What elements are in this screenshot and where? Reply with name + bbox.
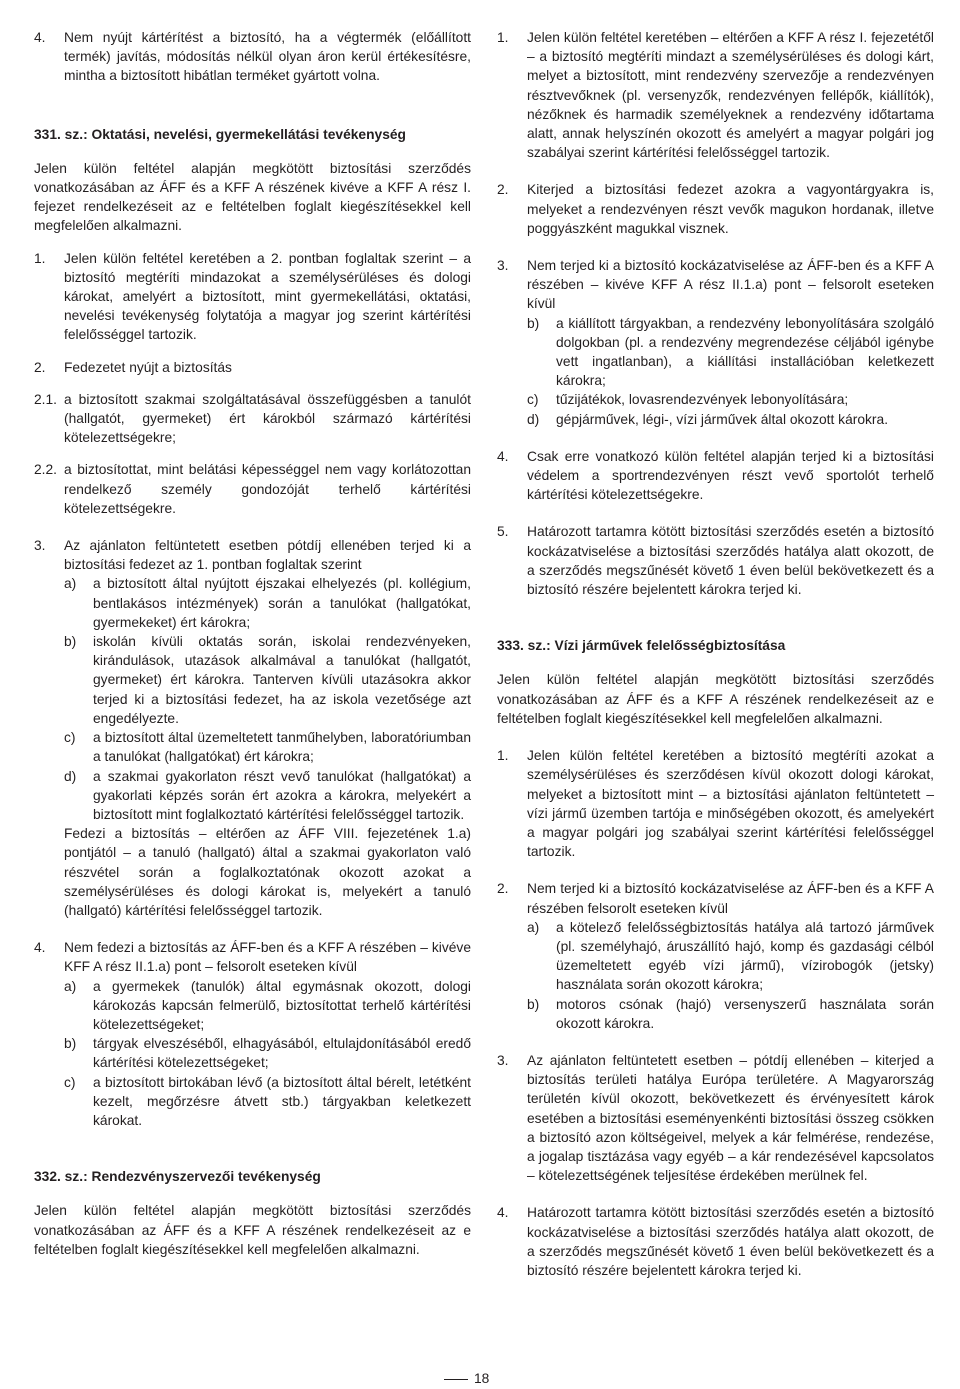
- item-text: Az ajánlaton feltüntetett esetben pótdíj ellenében terjed ki a biztosítási fedezet az 1. pontban foglaltak szerint: [64, 538, 471, 573]
- item-text: Nem nyújt kártérítést a biztosító, ha a végtermék (előállított termék) javítás, módosítás nélkül olyan áron kerül értékesítésre, mintha a biztosított hibátlan terméket gyártott volna.: [64, 30, 471, 84]
- footer-rule: [444, 1379, 468, 1380]
- sub-item: [64, 728, 471, 766]
- item-text: Nem terjed ki a biztosító kockázatviselése az ÁFF-ben és a KFF A részében felsorolt eseteken kívül: [527, 881, 934, 916]
- item-text: Fedezetet nyújt a biztosítás: [64, 359, 232, 375]
- item-number: 4.: [497, 448, 509, 464]
- sub-item-label: d): [527, 411, 540, 427]
- item-number: 3.: [497, 258, 509, 274]
- sub-item-label: c): [527, 392, 539, 408]
- sub-item-label: b): [527, 315, 540, 331]
- list-item: [497, 447, 934, 505]
- sub-item: [64, 632, 471, 728]
- sub-item-text: a kötelező felelősségbiztosítás hatálya alá tartozó járművek (pl. személyhajó, áruszállító hajó, komp és gazdasági célból üzemeltetett egyéb vízi jármű), vízirobogók (jetsky) használata során okozott károkra;: [556, 919, 934, 993]
- list-item: [497, 879, 934, 1033]
- item-text: a biztosított szakmai szolgáltatásával összefüggésben a tanulót (hallgatót, gyermeket) ért károkból származó kártérítési kötelezettségekre;: [64, 391, 471, 446]
- left-column: [34, 28, 471, 1259]
- section-heading: 332. sz.: Rendezvényszervezői tevékenység: [34, 1169, 321, 1185]
- list-item: [497, 1051, 934, 1185]
- sub-item: [527, 995, 934, 1033]
- item-number: 2.: [497, 881, 509, 897]
- sub-item-label: b): [64, 634, 77, 650]
- list-item: [497, 522, 934, 599]
- item-number: 3.: [497, 1052, 509, 1068]
- list-item: [34, 249, 471, 345]
- sub-item-text: tűzijátékok, lovasrendezvények lebonyolítására;: [556, 392, 849, 408]
- sub-item: [64, 767, 471, 825]
- item-number: 2.1.: [34, 391, 58, 407]
- sub-item-text: gépjárművek, légi-, vízi járművek által okozott károkra.: [556, 411, 889, 427]
- list-item: [34, 390, 471, 448]
- sub-item-label: c): [64, 1074, 76, 1090]
- sub-item: [527, 390, 934, 409]
- sub-item-text: a biztosított által nyújtott éjszakai elhelyezés (pl. kollégium, bentlakásos intézmények) során a tanulókat (hallgatókat, gyermekeket) ért károkra;: [93, 576, 471, 630]
- item-number: 2.: [34, 359, 46, 375]
- list-item: [497, 180, 934, 238]
- sub-item: [64, 1034, 471, 1072]
- sub-item: [527, 314, 934, 391]
- sub-item-text: a biztosított birtokában lévő (a biztosított által bérelt, letétként kezelt, megőrzésre átvett stb.) tárgyakban keletkezett károkat.: [93, 1074, 471, 1128]
- sub-item-text: a szakmai gyakorlaton részt vevő tanulókat (hallgatókat) a gyakorlati képzés során ért azokra a károkra, melyekért a biztosított mint foglalkoztató kártérítési felelősséggel tartozik.: [93, 768, 471, 822]
- sub-item: [64, 574, 471, 632]
- list-item: [497, 256, 934, 429]
- item-note: Fedezi a biztosítás – eltérően az ÁFF VIII. fejezetének 1.a) pontjától – a tanuló (hallgató) által a szakmai gyakorlaton való részvétel során a foglalkoztatónak okozott azokat a személysérüléses és dologi károkat is, melyekért a tanuló (hallgató) kártérítési felelősséggel tartozik.: [64, 826, 471, 918]
- list-item: [34, 536, 471, 920]
- sub-item-text: motoros csónak (hajó) versenyszerű használata során okozott károkra.: [556, 996, 934, 1031]
- item-text: Határozott tartamra kötött biztosítási szerződés esetén a biztosító kockázatviselése a biztosítási szerződés hatálya alatt okozott, de a szerződés megszűnését követő 1 éven belül bekövetkezett és a biztosító részére bejelentett károkra terjed ki.: [527, 524, 934, 598]
- item-text: a biztosítottat, mint belátási képességgel nem vagy korlátozottan rendelkező személy gondozóját terhelő kártérítési kötelezettségekre.: [64, 462, 471, 516]
- section-intro: Jelen külön feltétel alapján megkötött biztosítási szerződés vonatkozásában az ÁFF és a KFF A részének rendelkezéseit az e feltételben foglalt kiegészítésekkel kell megfelelően alkalmazni.: [497, 672, 934, 726]
- sub-item-text: tárgyak elveszéséből, elhagyásából, eltulajdonításából eredő kártérítési kötelezettségeket;: [93, 1036, 471, 1071]
- sub-item-label: c): [64, 730, 76, 746]
- item-text: Csak erre vonatkozó külön feltétel alapján terjed ki a biztosítási védelem a sportrendezvényen részt vevő sportolót terhelő kártérítési kötelezettségekre.: [527, 448, 934, 503]
- list-item: [497, 746, 934, 861]
- sub-item-label: b): [527, 996, 540, 1012]
- sub-item: [527, 410, 934, 429]
- item-text: Határozott tartamra kötött biztosítási szerződés esetén a biztosító kockázatviselése a biztosítási szerződés hatálya alatt okozott, de a szerződés megszűnését követő 1 éven belül bekövetkezett és a biztosító részére bejelentett károkra terjed ki.: [527, 1205, 934, 1278]
- item-number: 4.: [34, 30, 46, 45]
- item-text: Jelen külön feltétel keretében a biztosító megtéríti azokat a személysérüléses és szerződésen kívül okozott dologi károkat, melyeket a biztosított mint – a biztosítási ajánlaton feltüntetett – vízi jármű üzemben tartója e minőségében okozott, és amelyekért a magyar polgári jog szabályai szerint kártérítési felelősséggel tartozik.: [527, 748, 934, 860]
- section-heading: 331. sz.: Oktatási, nevelési, gyermekellátási tevékenység: [34, 126, 406, 142]
- item-text: Nem terjed ki a biztosító kockázatviselése az ÁFF-ben és a KFF A részében – kivéve KFF A rész II.1.a) pont – felsorolt eseteken kívül: [527, 258, 934, 312]
- list-item: [34, 938, 471, 1130]
- sub-item-label: a): [64, 576, 77, 592]
- item-text: Kiterjed a biztosítási fedezet azokra a vagyontárgyakra is, melyeket a rendezvényen részt vevők magukon hordanak, illetve poggyászként magukkal visznek.: [527, 182, 934, 236]
- section-heading: 333. sz.: Vízi járművek felelősségbiztosítása: [497, 638, 786, 654]
- item-number: 5.: [497, 524, 509, 540]
- list-item: [34, 28, 471, 86]
- item-number: 2.2.: [34, 462, 58, 478]
- list-item: [34, 358, 471, 377]
- sub-item-text: a gyermekek (tanulók) által egymásnak okozott, dologi károkozás kapcsán felmerülő, biztosítottat terhelő kártérítési kötelezettségeket;: [93, 978, 471, 1032]
- list-item: [497, 28, 934, 162]
- item-number: 1.: [34, 250, 46, 266]
- item-number: 1.: [497, 748, 509, 764]
- item-number: 2.: [497, 182, 509, 198]
- sub-item: [527, 918, 934, 995]
- item-number: 4.: [34, 940, 46, 956]
- sub-item-label: b): [64, 1036, 77, 1052]
- item-text: Jelen külön feltétel keretében a 2. pontban foglaltak szerint – a biztosító megtéríti mindazokat a személysérüléses és dologi károkat, amelyért a biztosított, mint gyermekellátási, oktatási, nevelési tevékenység folytatója a magyar jog szerint kártérítési felelősséggel tartozik.: [64, 250, 471, 343]
- item-number: 1.: [497, 30, 509, 45]
- sub-item-label: a): [527, 919, 540, 935]
- item-text: Nem fedezi a biztosítás az ÁFF-ben és a KFF A részében – kivéve KFF A rész II.1.a) pont – felsorolt eseteken kívül: [64, 940, 471, 975]
- page-number: 18: [474, 1371, 490, 1386]
- sub-item-text: a biztosított által üzemeltetett tanműhelyben, laboratóriumban a tanulókat (hallgatókat) ért károkra;: [93, 730, 471, 765]
- sub-item-text: a kiállított tárgyakban, a rendezvény lebonyolítására szolgáló dolgokban (pl. a rendezvény megrendezése céljából igénybe vett ingatlanban), a kiállítási installációban keletkezett károkra;: [556, 315, 934, 389]
- sub-item-label: a): [64, 978, 77, 994]
- sub-item: [64, 1073, 471, 1131]
- sub-item-text: iskolán kívüli oktatás során, iskolai rendezvényeken, kirándulások, utazások alkalmával a tanulókat (hallgatót, gyermeket) ért károkra. Tanterven kívüli utazásokra akkor terjed ki a biztosítási fedezet, ha az iskola vezetősége azt engedélyezte.: [93, 634, 471, 726]
- right-column: [497, 28, 934, 1280]
- section-intro: Jelen külön feltétel alapján megkötött biztosítási szerződés vonatkozásában az ÁFF és a KFF A részének rendelkezéseit az e feltételben foglalt kiegészítésekkel kell megfelelően alkalmazni.: [34, 1203, 471, 1257]
- item-number: 4.: [497, 1205, 509, 1221]
- item-text: Jelen külön feltétel keretében – eltérően a KFF A rész I. fejezetétől – a biztosító megtéríti mindazt a személysérüléses és dologi kárt, melyet a biztosított, mint rendezvény szervezője a rendezvényen résztvevőknek (pl. versenyzők, rendezvényen fellépők, kiállítók), nézőknek és harmadik személyeknek a rendezvény időtartama alatt, annak helyszínén okozott és amelyért a magyar polgári jog szabályai szerint kártérítési felelősséggel tartozik.: [527, 30, 934, 161]
- page-footer: [444, 1369, 524, 1389]
- sub-item: [64, 977, 471, 1035]
- list-item: [34, 460, 471, 518]
- section-intro: Jelen külön feltétel alapján megkötött biztosítási szerződés vonatkozásában az ÁFF és a KFF A részének kivéve a KFF A rész I. fejezet rendelkezéseit az e feltételben foglalt kiegészítésekkel kell megfelelően alkalmazni.: [34, 160, 471, 234]
- list-item: [497, 1203, 934, 1280]
- sub-item-label: d): [64, 768, 77, 784]
- item-number: 3.: [34, 538, 46, 554]
- item-text: Az ajánlaton feltüntetett esetben – pótdíj ellenében – kiterjed a biztosítás területi hatálya Európa területére. A Magyarország területén kívül okozott, bekövetkezett és érvényesített károk esetében a biztosítási eseményenkénti biztosítási összeg csökken a biztosító azon költségeivel, melyek a kár felmérése, rendezése, a jogalap tisztázása vagy egyéb – a kár rendezésével kapcsolatos – kötelezettségének teljesítése érdekében merülnek fel.: [527, 1052, 934, 1184]
